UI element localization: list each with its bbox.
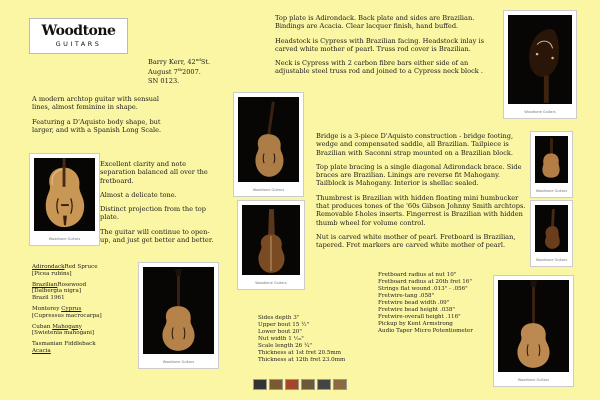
owner-name: Barry Kerr, 42ndSt. — [148, 57, 211, 67]
wood-link[interactable]: Mahogany — [52, 323, 82, 330]
quality-line: The guitar will continue to open-up, and just get better and better. — [100, 227, 214, 245]
wood-link[interactable]: Cyprus — [61, 305, 82, 312]
photo-caption: Woodtone Guitars — [252, 188, 285, 192]
wood-link[interactable]: Adirondack — [32, 264, 65, 270]
wood-link[interactable]: Brazilian — [32, 281, 58, 288]
thumbnail-image[interactable] — [253, 379, 267, 390]
photo-caption: Woodtone Guitars — [162, 360, 195, 364]
spec-line: Pickup by Kent Armstrong — [378, 321, 453, 327]
woodtone-logo — [29, 18, 128, 54]
construction-top-text — [275, 14, 490, 82]
guitar-back-photo — [242, 205, 300, 275]
intro-text — [32, 95, 162, 140]
photo-caption: Woodtone Guitars — [255, 281, 287, 285]
headstock-photo — [508, 15, 572, 104]
quality-line: Excellent clarity and note separation balanced all over the fretboard. — [100, 160, 208, 185]
photo-caption: Woodtone Guitars — [535, 189, 568, 193]
spec-paragraph: Neck is Cypress with 2 carbon fibre bars either side of an adjustable steel truss rod and joined to a Cypress neck block . — [275, 59, 483, 76]
wood-entry: Monterey Cyprus [Cupressus macrocarpa] — [32, 305, 102, 319]
owner-block — [148, 56, 238, 85]
photo-guitar-angled — [233, 92, 304, 197]
photo-full-guitar — [138, 262, 219, 369]
spec-paragraph: Top plate is Adirondack. Back plate and sides are Brazilian. Bindings are Acacia. Clear lacquer finish, hand buffed. — [275, 14, 475, 31]
guitar-right-photo — [498, 280, 569, 372]
wood-entry: Cuban Mahogany [Swietenia mahogani] — [32, 323, 95, 337]
construction-mid-text — [316, 132, 528, 256]
thumbnail-image[interactable] — [317, 379, 331, 390]
spec-line: Fretwire bead height .038" — [378, 307, 455, 313]
wood-entry: Tasmanian Fiddleback Acacia — [32, 341, 96, 354]
spec-line: Fretwire bead width .09" — [378, 300, 450, 306]
wood-link[interactable]: Acacia — [32, 347, 51, 354]
detail-top-photo — [535, 136, 568, 183]
photo-detail-side — [530, 200, 573, 267]
logo-subtitle: GUITARS — [55, 40, 102, 48]
thumbnail-image[interactable] — [269, 379, 283, 390]
photo-caption: Woodtone Guitars — [535, 258, 568, 262]
specs-fretwork — [378, 272, 496, 335]
spec-line: Upper bout 15 ½" — [258, 322, 310, 328]
logo-wordmark: Woodtone — [41, 23, 116, 39]
photo-front-body — [29, 153, 100, 246]
spec-paragraph: Headstock is Cypress with Brazilian facing. Headstock inlay is carved white mother of pearl. Truss rod cover is Brazilian. — [275, 36, 484, 53]
guitar-front-photo — [34, 158, 95, 231]
spec-line: Scale length 26 ¼" — [258, 343, 312, 349]
photo-guitar-right — [493, 275, 574, 387]
specs-dimensions — [258, 315, 373, 364]
thumbnail-image[interactable] — [333, 379, 347, 390]
photo-detail-top — [530, 131, 573, 198]
wood-entry: BrazilianRosewood [Dalbergia nigra] Brazil 1961 — [32, 281, 87, 302]
guitar-angled-photo — [238, 97, 299, 182]
qualities-text — [100, 160, 218, 250]
spec-paragraph: Bridge is a 3-piece D'Aquisto construction - bridge footing, wedge and compensated saddle, all Brazilian. Tailpiece is Brazilian with Saconni strap mounted on a Brazilian block. — [316, 132, 514, 157]
spec-line: Thickness at 1st fret 20.5mm — [258, 350, 342, 356]
spec-line: Lower bout 20" — [258, 329, 302, 335]
spec-line: Sides depth 3" — [258, 315, 300, 321]
spec-paragraph: Thumbrest is Brazilian with hidden floating mini humbucker that produces tones of the '60s Gibson Johnny Smith archtops. Removable f-holes inserts. Fingerrest is Brazilian with hidden thumb wheel for volume control. — [316, 193, 526, 227]
photo-guitar-back — [237, 200, 305, 290]
photo-headstock — [503, 10, 577, 119]
woods-list — [32, 264, 112, 355]
spec-line: Audio Taper Micro Potentiometer — [378, 328, 473, 334]
photo-caption: Woodtone Guitars — [524, 110, 556, 114]
intro-paragraph: A modern archtop guitar with sensual lines, almost feminine in shape. — [32, 95, 160, 112]
spec-line: Fretboard radius at nut 10" — [378, 272, 457, 278]
spec-paragraph: Top plate bracing is a single diagonal Adirondack brace. Side braces are Brazilian. Linings are reverse fit Mahogany. Tailblock is Mahogany. Interior is shellac sealed. — [316, 162, 522, 188]
spec-line: Fretwire-overall height .116" — [378, 314, 461, 320]
serial-number: SN 0123. — [148, 76, 180, 85]
spec-line: Nut width 1 ¹⁄₁₆" — [258, 336, 304, 342]
spec-line: Fretboard radius at 20th fret 16" — [378, 279, 472, 285]
spec-line: Fretwire-tang .058" — [378, 293, 435, 299]
owner-date: August 7th2007. — [148, 67, 201, 77]
detail-side-photo — [535, 205, 568, 252]
quality-line: Almost a delicate tone. — [100, 190, 177, 199]
photo-caption: Woodtone Guitars — [48, 237, 81, 241]
photo-caption: Woodtone Guitars — [517, 378, 550, 382]
thumbnail-image[interactable] — [301, 379, 315, 390]
spec-line: Thickness at 12th fret 23.0mm — [258, 357, 346, 363]
quality-line: Distinct projection from the top plate. — [100, 205, 206, 222]
spec-line: Strings flat wound .013" - .056" — [378, 286, 468, 292]
intro-paragraph: Featuring a D'Aquisto body shape, but larger, and with a Spanish Long Scale. — [32, 117, 162, 134]
wood-entry: AdirondackRed Spruce [Picea rubins] — [32, 264, 98, 277]
spec-paragraph: Nut is carved white mother of pearl. Fretboard is Brazilian, tapered. Fret markers are carved white mother of pearl. — [316, 232, 516, 250]
guitar-full-photo — [143, 267, 214, 354]
thumbnail-image[interactable] — [285, 379, 299, 390]
